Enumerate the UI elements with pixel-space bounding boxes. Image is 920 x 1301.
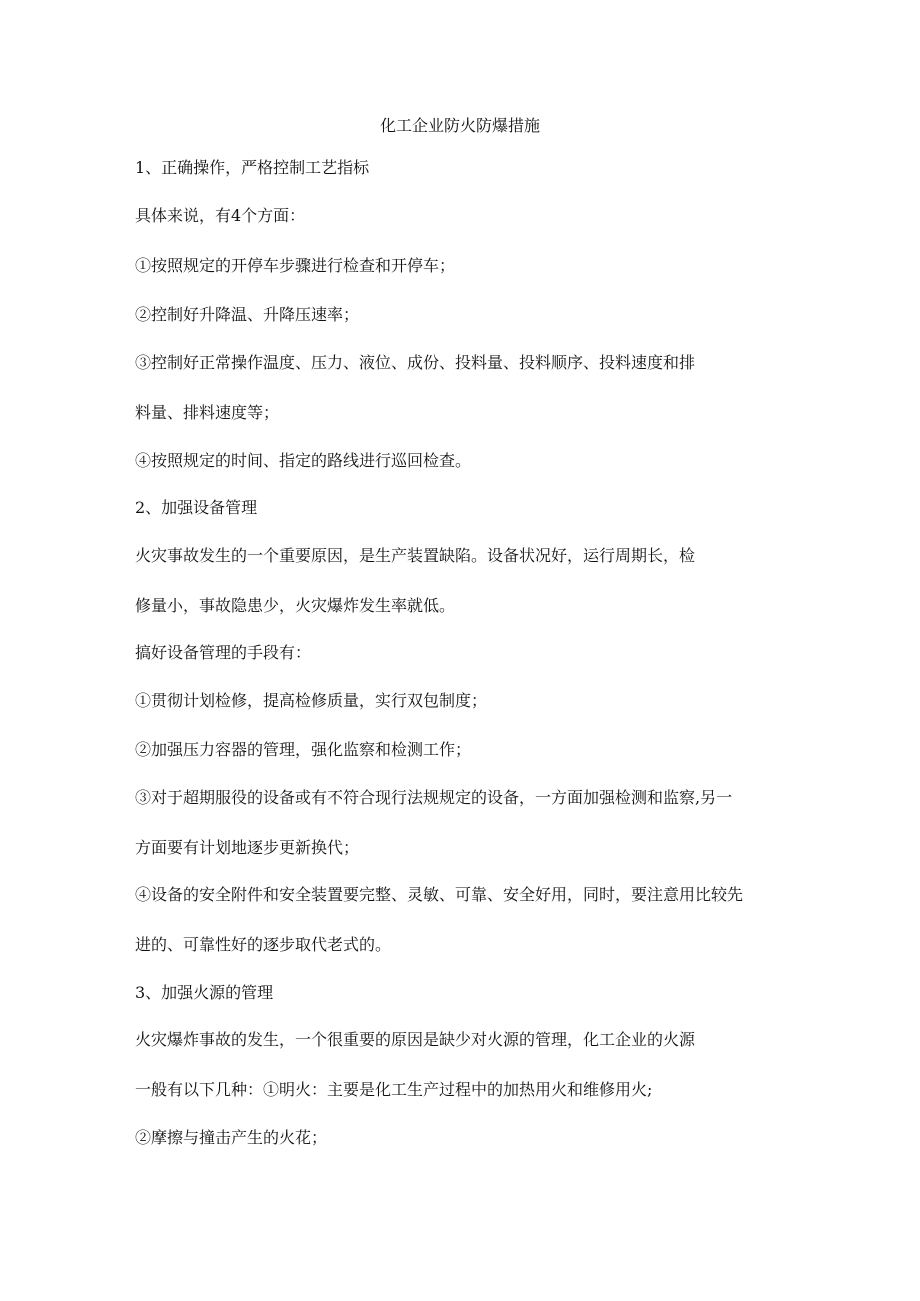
- paragraph-line: 搞好设备管理的手段有：: [135, 643, 312, 662]
- section-heading-3: 3、加强火源的管理: [135, 983, 274, 1002]
- paragraph-line: 具体来说，有4个方面：: [135, 206, 306, 225]
- list-item: ①按照规定的开停车步骤进行检查和开停车；: [135, 256, 456, 275]
- document-title: 化工企业防火防爆措施: [379, 116, 540, 135]
- paragraph-line: 火灾爆炸事故的发生，一个很重要的原因是缺少对火源的管理，化工企业的火源: [135, 1030, 696, 1049]
- list-item-continuation: 进的、可靠性好的逐步取代老式的。: [135, 935, 392, 954]
- paragraph-line: 修量小，事故隐患少，火灾爆炸发生率就低。: [135, 596, 456, 615]
- list-item: ③控制好正常操作温度、压力、液位、成份、投料量、投料顺序、投料速度和排: [135, 353, 696, 372]
- list-item: ②控制好升降温、升降压速率；: [135, 305, 360, 324]
- list-item-continuation: 方面要有计划地逐步更新换代；: [135, 838, 360, 857]
- section-heading-1: 1、正确操作，严格控制工艺指标: [135, 158, 370, 177]
- list-item: ④按照规定的时间、指定的路线进行巡回检查。: [135, 451, 472, 470]
- list-item-continuation: 料量、排料速度等；: [135, 403, 280, 422]
- section-heading-2: 2、加强设备管理: [135, 498, 258, 517]
- paragraph-line: ②摩擦与撞击产生的火花；: [135, 1128, 328, 1147]
- list-item: ②加强压力容器的管理，强化监察和检测工作；: [135, 740, 472, 759]
- paragraph-line: 一般有以下几种：①明火：主要是化工生产过程中的加热用火和维修用火;: [135, 1080, 653, 1099]
- list-item: ③对于超期服役的设备或有不符合现行法规规定的设备，一方面加强检测和监察,另一: [135, 788, 733, 807]
- list-item: ①贯彻计划检修，提高检修质量，实行双包制度；: [135, 691, 488, 710]
- paragraph-line: 火灾事故发生的一个重要原因，是生产装置缺陷。设备状况好，运行周期长，检: [135, 546, 696, 565]
- list-item: ④设备的安全附件和安全装置要完整、灵敏、可靠、安全好用，同时，要注意用比较先: [135, 885, 744, 904]
